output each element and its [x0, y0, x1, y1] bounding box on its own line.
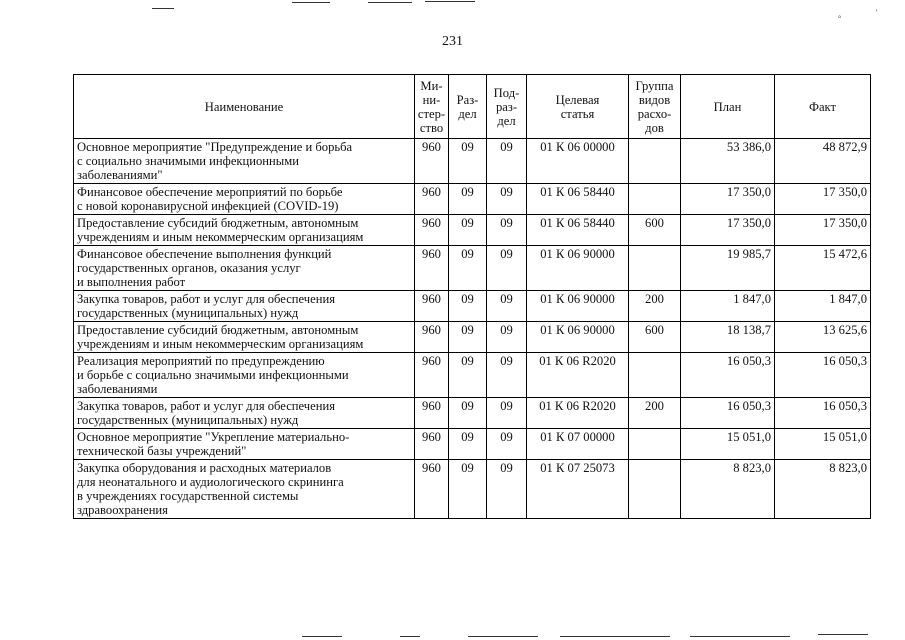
cell-target: 01 К 06 90000	[527, 246, 629, 291]
header-ministry: Ми- ни- стер- ство	[415, 75, 449, 139]
cell-group	[629, 460, 681, 519]
cell-subsection: 09	[487, 398, 527, 429]
header-plan: План	[681, 75, 775, 139]
cell-target: 01 К 06 00000	[527, 139, 629, 184]
cell-name	[74, 460, 415, 519]
cell-name-line: государственных (муниципальных) нужд	[77, 306, 299, 320]
cell-plan: 18 138,7	[681, 322, 775, 353]
cell-ministry: 960	[415, 246, 449, 291]
cell-plan: 19 985,7	[681, 246, 775, 291]
cell-target: 01 К 06 58440	[527, 215, 629, 246]
cell-section: 09	[449, 429, 487, 460]
cell-plan: 15 051,0	[681, 429, 775, 460]
cell-plan: 8 823,0	[681, 460, 775, 519]
header-target-article: Целевая статья	[527, 75, 629, 139]
cell-ministry: 960	[415, 215, 449, 246]
table-row	[74, 139, 871, 184]
cell-group	[629, 353, 681, 398]
cell-name-line: Закупка товаров, работ и услуг для обеспечения	[77, 292, 336, 306]
table-row	[74, 322, 871, 353]
table-row	[74, 353, 871, 398]
cell-target: 01 К 06 58440	[527, 184, 629, 215]
cell-ministry: 960	[415, 139, 449, 184]
page-number: 231	[442, 34, 463, 49]
scan-artifact-line	[368, 2, 412, 3]
cell-fact: 1 847,0	[775, 291, 871, 322]
cell-name-line: с социально значимыми инфекционными	[77, 154, 299, 168]
cell-group: 200	[629, 291, 681, 322]
cell-name-line: Основное мероприятие "Укрепление материально-	[77, 430, 350, 444]
cell-subsection: 09	[487, 460, 527, 519]
scan-artifact-line	[468, 636, 538, 637]
cell-fact: 48 872,9	[775, 139, 871, 184]
table-row	[74, 215, 871, 246]
cell-name	[74, 429, 415, 460]
cell-section: 09	[449, 460, 487, 519]
cell-subsection: 09	[487, 246, 527, 291]
cell-name-line: Закупка товаров, работ и услуг для обеспечения	[77, 399, 336, 413]
cell-ministry: 960	[415, 460, 449, 519]
cell-name-line: Закупка оборудования и расходных материалов	[77, 461, 332, 475]
cell-section: 09	[449, 246, 487, 291]
cell-name-line: Финансовое обеспечение выполнения функций	[77, 247, 332, 261]
cell-ministry: 960	[415, 353, 449, 398]
cell-section: 09	[449, 139, 487, 184]
cell-fact: 15 472,6	[775, 246, 871, 291]
header-expense-group: Группа видов расхо- дов	[629, 75, 681, 139]
scan-artifact-dot: '	[876, 8, 878, 17]
scan-artifact-line	[425, 1, 475, 2]
scan-artifact-dot: °	[838, 14, 842, 23]
cell-name-line: Основное мероприятие "Предупреждение и борьба	[77, 140, 353, 154]
cell-section: 09	[449, 322, 487, 353]
cell-name	[74, 322, 415, 353]
cell-name	[74, 353, 415, 398]
cell-name-line: заболеваниями	[77, 382, 158, 396]
cell-target: 01 К 07 25073	[527, 460, 629, 519]
cell-target: 01 К 06 90000	[527, 322, 629, 353]
cell-name-line: Реализация мероприятий по предупреждению	[77, 354, 325, 368]
cell-name-line: учреждениям и иным некоммерческим организациям	[77, 230, 364, 244]
cell-plan: 17 350,0	[681, 184, 775, 215]
cell-group	[629, 246, 681, 291]
scan-artifact-line	[560, 636, 670, 637]
cell-ministry: 960	[415, 291, 449, 322]
cell-name-line: Предоставление субсидий бюджетным, автономным	[77, 323, 359, 337]
cell-ministry: 960	[415, 429, 449, 460]
cell-subsection: 09	[487, 429, 527, 460]
cell-subsection: 09	[487, 353, 527, 398]
scan-artifact-line	[302, 636, 342, 637]
cell-section: 09	[449, 215, 487, 246]
cell-group	[629, 139, 681, 184]
cell-name-line: учреждениям и иным некоммерческим организациям	[77, 337, 364, 351]
cell-name	[74, 215, 415, 246]
header-name: Наименование	[74, 75, 415, 139]
cell-name-line: и борьбе с социально значимыми инфекционными	[77, 368, 349, 382]
budget-table	[73, 74, 871, 519]
scan-artifact-line	[818, 634, 868, 635]
scan-artifact-line	[400, 636, 420, 637]
cell-group: 600	[629, 322, 681, 353]
table-row	[74, 246, 871, 291]
cell-subsection: 09	[487, 184, 527, 215]
cell-fact: 15 051,0	[775, 429, 871, 460]
scan-artifact-line	[152, 8, 174, 9]
cell-section: 09	[449, 291, 487, 322]
cell-ministry: 960	[415, 322, 449, 353]
cell-fact: 17 350,0	[775, 184, 871, 215]
cell-name-line: для неонатального и аудиологического скрининга	[77, 475, 344, 489]
cell-name	[74, 398, 415, 429]
cell-section: 09	[449, 353, 487, 398]
header-row	[74, 75, 871, 139]
header-section: Раз- дел	[449, 75, 487, 139]
cell-group	[629, 184, 681, 215]
cell-name-line: в учреждениях государственной системы	[77, 489, 299, 503]
cell-fact: 16 050,3	[775, 398, 871, 429]
cell-fact: 16 050,3	[775, 353, 871, 398]
cell-name-line: технической базы учреждений"	[77, 444, 247, 458]
cell-target: 01 К 07 00000	[527, 429, 629, 460]
cell-subsection: 09	[487, 139, 527, 184]
cell-group: 600	[629, 215, 681, 246]
cell-plan: 1 847,0	[681, 291, 775, 322]
cell-name-line: с новой коронавирусной инфекцией (COVID-19)	[77, 199, 339, 213]
table-row	[74, 429, 871, 460]
cell-target: 01 К 06 R2020	[527, 353, 629, 398]
cell-section: 09	[449, 398, 487, 429]
cell-target: 01 К 06 90000	[527, 291, 629, 322]
cell-subsection: 09	[487, 291, 527, 322]
cell-name-line: здравоохранения	[77, 503, 168, 517]
cell-fact: 13 625,6	[775, 322, 871, 353]
cell-fact: 8 823,0	[775, 460, 871, 519]
header-fact: Факт	[775, 75, 871, 139]
cell-name-line: и выполнения работ	[77, 275, 186, 289]
cell-subsection: 09	[487, 215, 527, 246]
table-row	[74, 398, 871, 429]
cell-plan: 16 050,3	[681, 353, 775, 398]
cell-name-line: заболеваниями"	[77, 168, 163, 182]
table-row	[74, 184, 871, 215]
header-subsection: Под- раз- дел	[487, 75, 527, 139]
cell-name-line: государственных органов, оказания услуг	[77, 261, 301, 275]
cell-group: 200	[629, 398, 681, 429]
cell-subsection: 09	[487, 322, 527, 353]
cell-plan: 17 350,0	[681, 215, 775, 246]
cell-name-line: Финансовое обеспечение мероприятий по борьбе	[77, 185, 343, 199]
cell-name-line: государственных (муниципальных) нужд	[77, 413, 299, 427]
cell-plan: 16 050,3	[681, 398, 775, 429]
cell-ministry: 960	[415, 184, 449, 215]
scan-artifact-line	[292, 2, 330, 3]
cell-name-line: Предоставление субсидий бюджетным, автономным	[77, 216, 359, 230]
table-row	[74, 291, 871, 322]
cell-plan: 53 386,0	[681, 139, 775, 184]
scan-artifact-line	[690, 636, 790, 637]
cell-section: 09	[449, 184, 487, 215]
cell-target: 01 К 06 R2020	[527, 398, 629, 429]
cell-ministry: 960	[415, 398, 449, 429]
cell-name	[74, 291, 415, 322]
cell-fact: 17 350,0	[775, 215, 871, 246]
cell-name	[74, 184, 415, 215]
cell-group	[629, 429, 681, 460]
cell-name	[74, 139, 415, 184]
table-row	[74, 460, 871, 519]
cell-name	[74, 246, 415, 291]
